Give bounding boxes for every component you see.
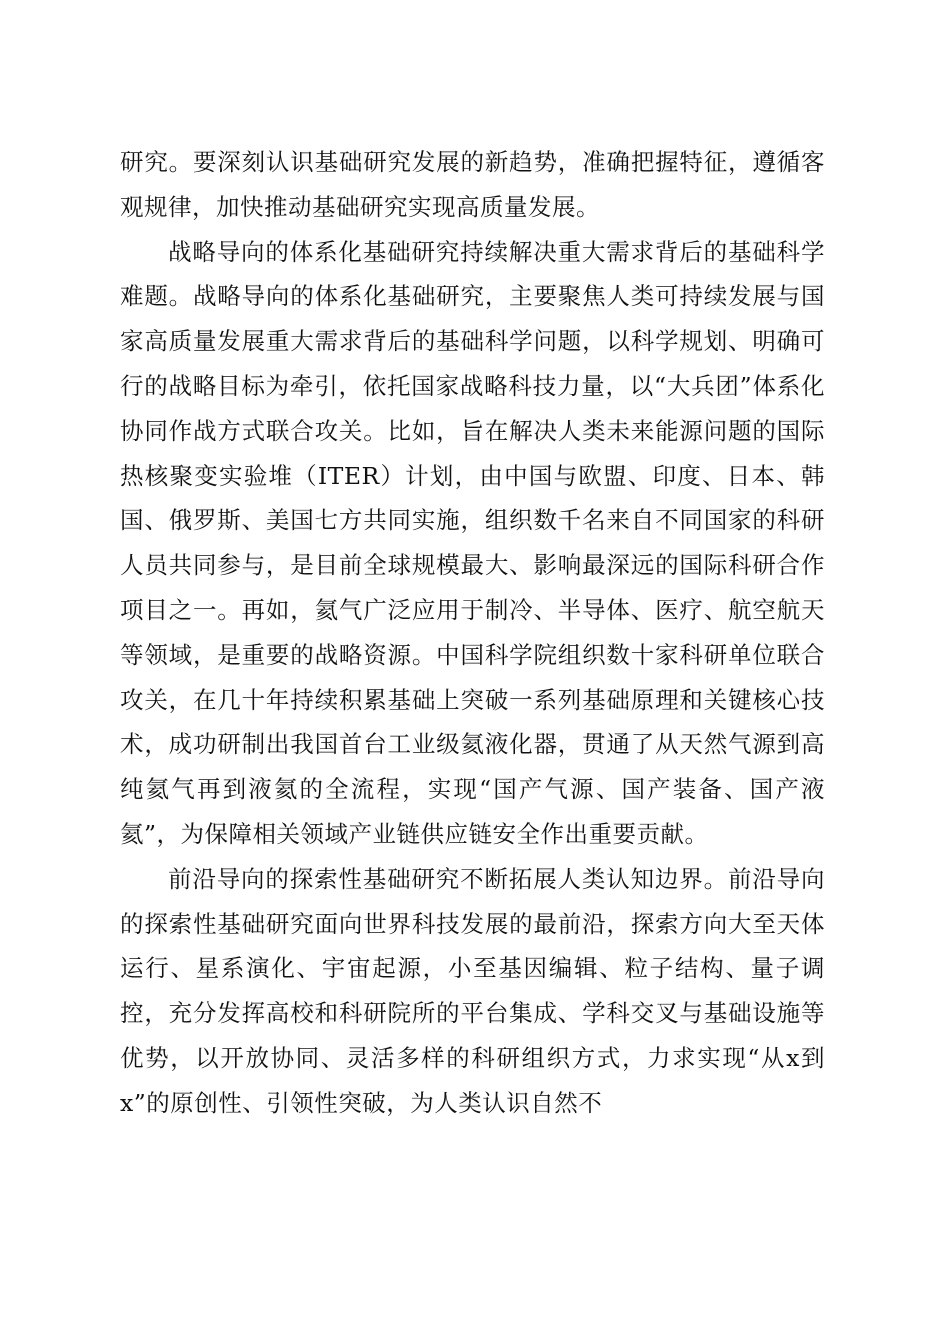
paragraph-continuation: 研究。要深刻认识基础研究发展的新趋势，准确把握特征，遵循客观规律，加快推动基础研究实现高质量发展。 bbox=[120, 148, 825, 221]
body-text bbox=[120, 140, 825, 1126]
paragraph-frontier-research: 前沿导向的探索性基础研究不断拓展人类认知边界。前沿导向的探索性基础研究面向世界科技发展的最前沿，探索方向大至天体运行、星系演化、宇宙起源，小至基因编辑、粒子结构、量子调控，充分发挥高校和科研院所的平台集成、学科交叉与基础设施等优势，以开放协同、灵活多样的科研组织方式，力求实现“从x到x”的原创性、引领性突破，为人类认识自然不 bbox=[120, 864, 825, 1117]
paragraph-strategic-research: 战略导向的体系化基础研究持续解决重大需求背后的基础科学难题。战略导向的体系化基础研究，主要聚焦人类可持续发展与国家高质量发展重大需求背后的基础科学问题，以科学规划、明确可行的战略目标为牵引，依托国家战略科技力量，以“大兵团”体系化协同作战方式联合攻关。比如，旨在解决人类未来能源问题的国际热核聚变实验堆（ITER）计划，由中国与欧盟、印度、日本、韩国、俄罗斯、美国七方共同实施，组织数千名来自不同国家的科研人员共同参与，是目前全球规模最大、影响最深远的国际科研合作项目之一。再如，氦气广泛应用于制冷、半导体、医疗、航空航天等领域，是重要的战略资源。中国科学院组织数十家科研单位联合攻关，在几十年持续积累基础上突破一系列基础原理和关键核心技术，成功研制出我国首台工业级氦液化器，贯通了从天然气源到高纯氦气再到液氦的全流程，实现“国产气源、国产装备、国产液氦”，为保障相关领域产业链供应链安全作出重要贡献。 bbox=[120, 237, 825, 848]
